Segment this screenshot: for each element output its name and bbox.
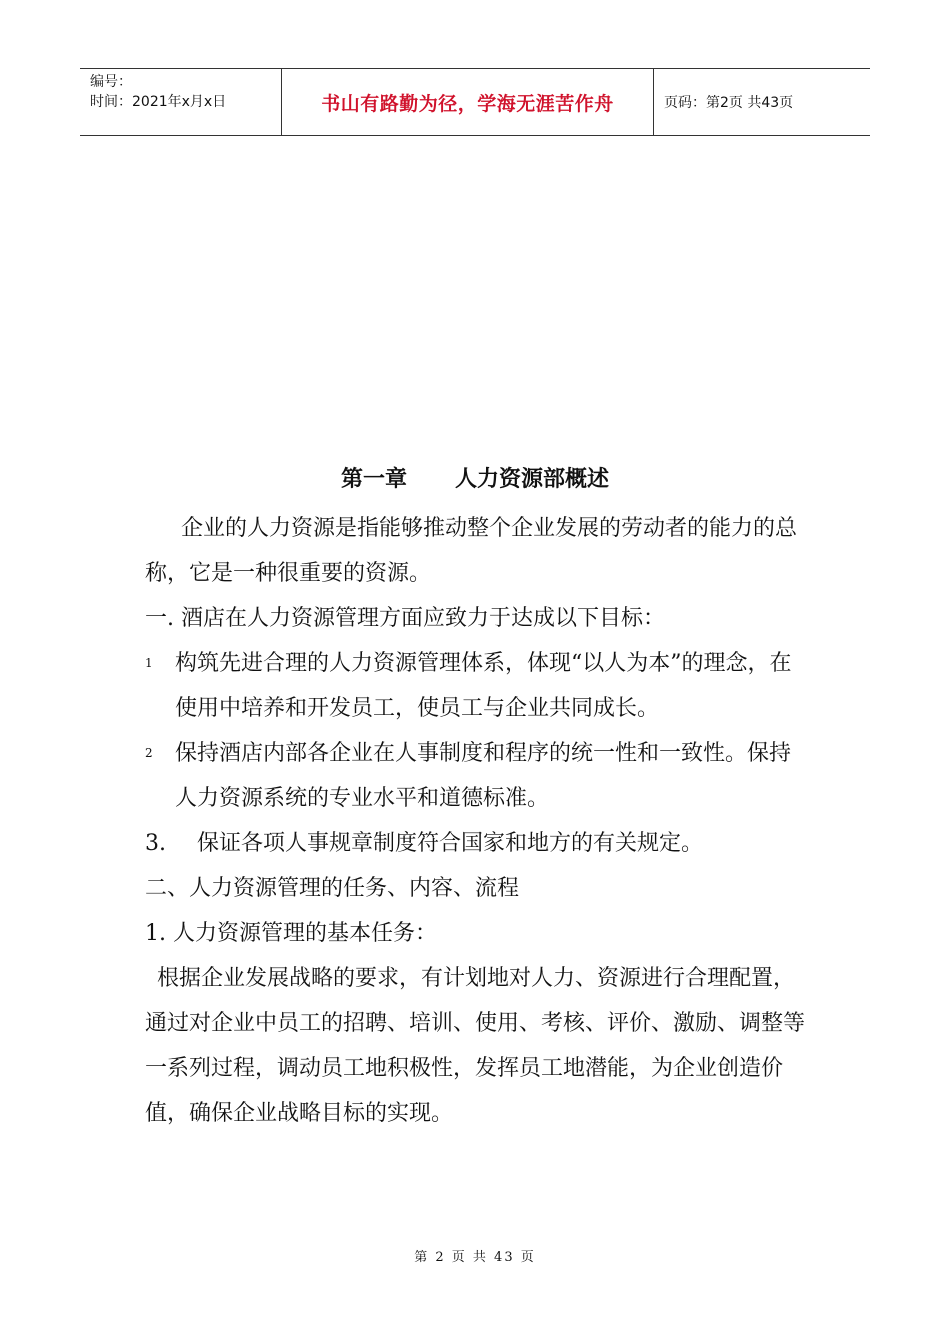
header-page-cell [654, 69, 870, 135]
header-motto-cell [282, 69, 654, 135]
page-info: 页码：第2页 共43页 [664, 95, 794, 111]
chapter-name: 人力资源部概述 [455, 467, 610, 492]
header-meta-cell [80, 69, 282, 135]
goal-text: 保持酒店内部各企业在人事制度和程序的统一性和一致性。保持人力资源系统的专业水平和道德标准。 [175, 741, 792, 811]
task-paragraph: 根据企业发展战略的要求，有计划地对人力、资源进行合理配置，通过对企业中员工的招聘、培训、使用、考核、评价、激励、调整等一系列过程，调动员工地积极性，发挥员工地潜能，为企业创造价值，确保企业战略目标的实现。 [145, 966, 806, 1126]
goal-number: 1 [145, 656, 153, 670]
goal-item-2 [145, 731, 810, 821]
document-header [80, 68, 870, 136]
goal-text: 构筑先进合理的人力资源管理体系，体现“以人为本”的理念，在使用中培养和开发员工，使员工与企业共同成长。 [175, 651, 792, 721]
time-label: 时间：2021年x月x日 [90, 94, 227, 110]
chapter-number: 第一章 [340, 467, 407, 492]
page-footer: 第 2 页 共 43 页 [414, 1250, 536, 1265]
section-heading-1: 一. 酒店在人力资源管理方面应致力于达成以下目标： [145, 606, 665, 631]
goal-item-1 [145, 641, 810, 731]
section-heading-2: 二、人力资源管理的任务、内容、流程 [145, 876, 520, 901]
chapter-title [0, 462, 950, 493]
document-body [145, 506, 810, 1136]
goal-number: 3. [145, 831, 166, 856]
goal-item-3 [145, 821, 810, 866]
subsection-heading-1: 1. 人力资源管理的基本任务： [145, 921, 437, 946]
goal-text: 保证各项人事规章制度符合国家和地方的有关规定。 [197, 831, 704, 856]
goal-number: 2 [145, 746, 153, 760]
number-label: 编号： [90, 74, 132, 90]
motto-text: 书山有路勤为径，学海无涯苦作舟 [321, 92, 614, 115]
intro-paragraph: 企业的人力资源是指能够推动整个企业发展的劳动者的能力的总称，它是一种很重要的资源。 [145, 516, 798, 586]
